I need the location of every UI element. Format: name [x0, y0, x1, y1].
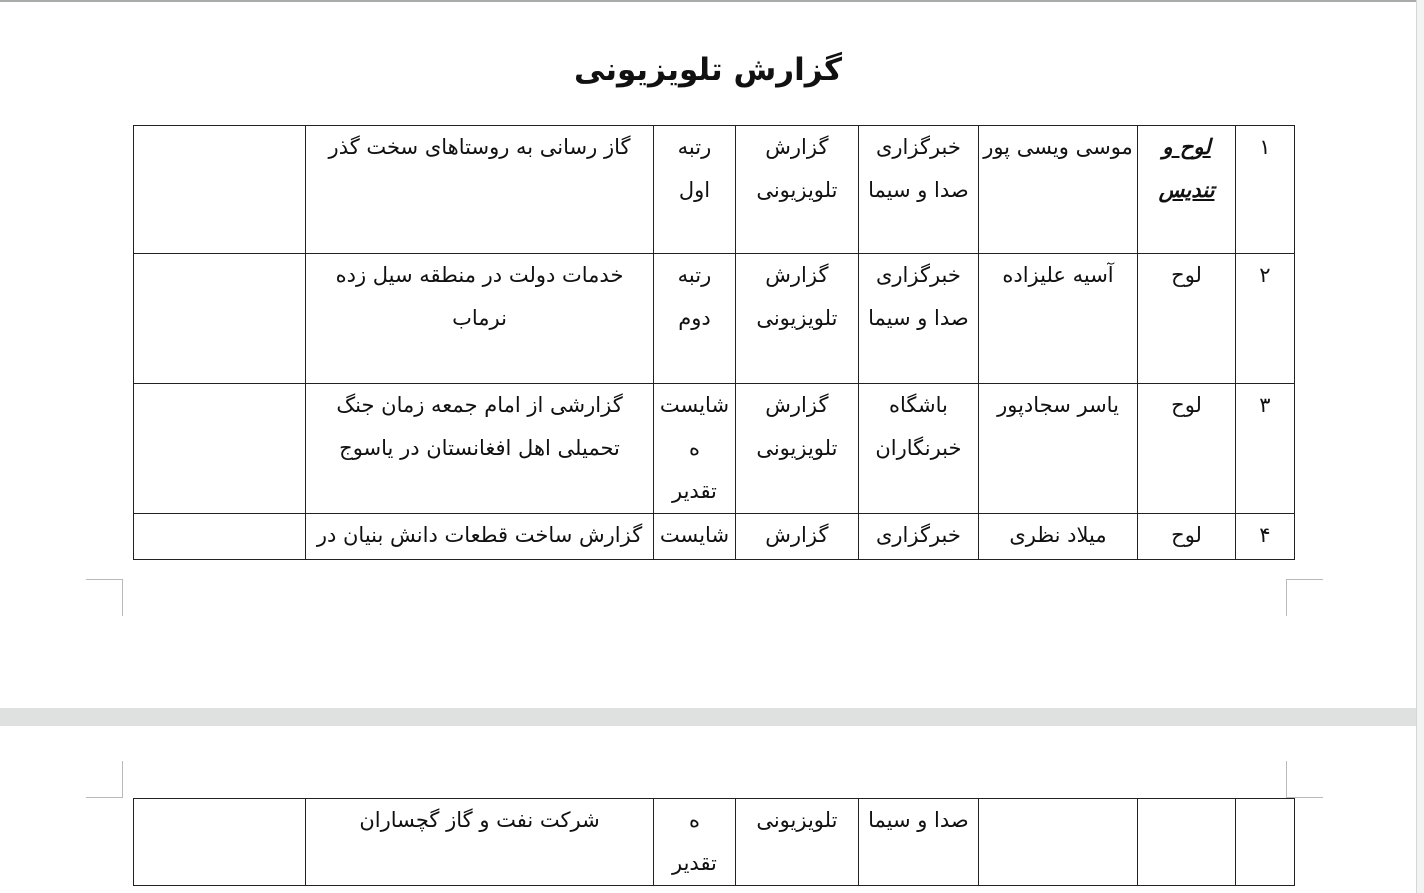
row-number: ۴ — [1235, 514, 1294, 560]
rank-line: تقدیر — [671, 851, 717, 875]
margin-corner-mark — [1286, 761, 1323, 798]
person-name: میلاد نظری — [978, 514, 1138, 560]
extra-cell — [134, 126, 306, 254]
awards-table-continued — [133, 798, 1295, 886]
report-genre: گزارش تلویزیونی — [735, 126, 859, 254]
report-title: شرکت نفت و گاز گچساران — [305, 799, 654, 886]
media-outlet: خبرگزاری — [859, 514, 979, 560]
row-number — [1235, 799, 1294, 886]
rank-line: دوم — [678, 306, 711, 330]
row-number: ۲ — [1235, 254, 1294, 384]
margin-corner-mark — [1286, 579, 1323, 616]
award-type: لوح — [1138, 384, 1235, 514]
table-row — [134, 799, 1295, 886]
rank-line: رتبه — [677, 263, 712, 287]
rank-line: رتبه — [677, 135, 712, 159]
awards-table — [133, 125, 1295, 560]
person-name: یاسر سجادپور — [978, 384, 1138, 514]
margin-corner-mark — [86, 579, 123, 616]
report-genre: تلویزیونی — [735, 799, 859, 886]
rank-line: ه — [688, 808, 700, 832]
media-outlet: باشگاه خبرنگاران — [859, 384, 979, 514]
award-type: لوح — [1138, 514, 1235, 560]
report-genre: گزارش — [735, 514, 859, 560]
table-row — [134, 514, 1295, 560]
report-title: گزارشی از امام جمعه زمان جنگ تحمیلی اهل افغانستان در یاسوج — [305, 384, 654, 514]
media-outlet: خبرگزاری صدا و سیما — [859, 126, 979, 254]
award-type: لوح — [1138, 254, 1235, 384]
rank-line: تقدیر — [671, 479, 717, 503]
rank-line: شایست — [659, 393, 730, 417]
rank-cell — [654, 126, 735, 254]
extra-cell — [134, 514, 306, 560]
row-number: ۱ — [1235, 126, 1294, 254]
award-type-text: لوح و تندیس — [1158, 135, 1215, 202]
rank-cell — [654, 799, 735, 886]
row-number: ۳ — [1235, 384, 1294, 514]
vertical-scrollbar[interactable] — [1416, 0, 1424, 893]
person-name: موسی ویسی پور — [978, 126, 1138, 254]
margin-corner-mark — [86, 761, 123, 798]
rank-cell — [654, 514, 735, 560]
table-row — [134, 254, 1295, 384]
table-row — [134, 384, 1295, 514]
rank-line: اول — [678, 178, 711, 202]
person-name — [978, 799, 1138, 886]
media-outlet: صدا و سیما — [859, 799, 979, 886]
report-title: گزارش ساخت قطعات دانش بنیان در — [305, 514, 654, 560]
report-title: گاز رسانی به روستاهای سخت گذر — [305, 126, 654, 254]
rank-line: ه — [688, 436, 700, 460]
report-genre: گزارش تلویزیونی — [735, 384, 859, 514]
document-page-2 — [0, 726, 1416, 893]
person-name: آسیه علیزاده — [978, 254, 1138, 384]
extra-cell — [134, 384, 306, 514]
award-type — [1138, 126, 1235, 254]
rank-cell — [654, 384, 735, 514]
rank-line: شایست — [659, 523, 730, 547]
extra-cell — [134, 254, 306, 384]
report-genre: گزارش تلویزیونی — [735, 254, 859, 384]
media-outlet: خبرگزاری صدا و سیما — [859, 254, 979, 384]
extra-cell — [134, 799, 306, 886]
report-title: خدمات دولت در منطقه سیل زده نرماب — [305, 254, 654, 384]
award-type — [1138, 799, 1235, 886]
rank-cell — [654, 254, 735, 384]
table-row — [134, 126, 1295, 254]
document-title: گزارش تلویزیونی — [573, 52, 843, 88]
